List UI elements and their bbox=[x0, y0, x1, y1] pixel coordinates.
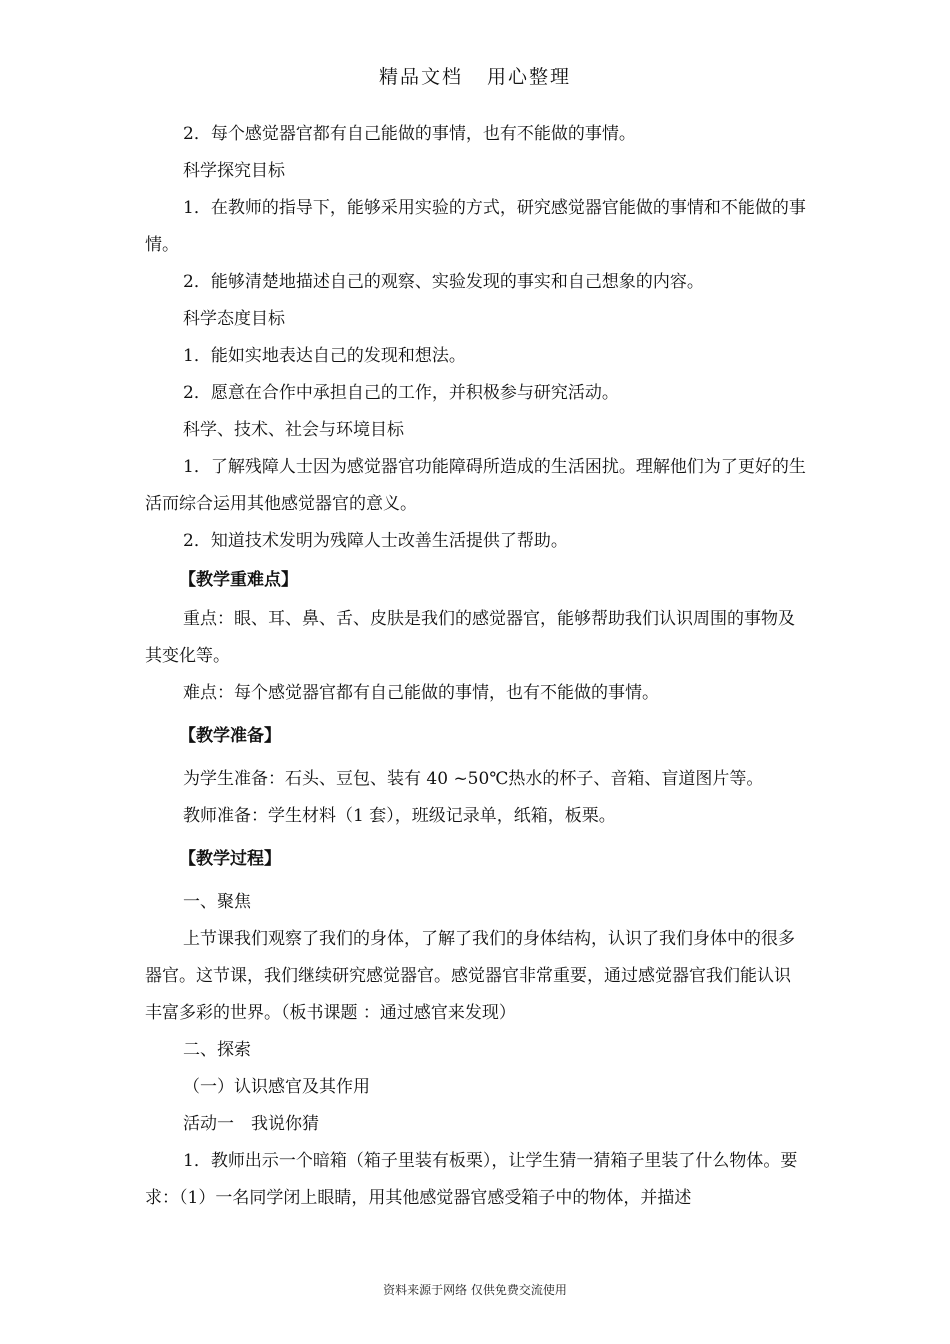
paragraph: 2．能够清楚地描述自己的观察、实验发现的事实和自己想象的内容。 bbox=[183, 272, 704, 292]
paragraph: 2．知道技术发明为残障人士改善生活提供了帮助。 bbox=[183, 531, 568, 551]
paragraph: 1．在教师的指导下，能够采用实验的方式，研究感觉器官能做的事情和不能做的事情。 bbox=[145, 198, 806, 255]
section-heading: 【教学准备】 bbox=[179, 726, 281, 746]
section-label: 二、探索 bbox=[183, 1040, 251, 1060]
section-heading: 【教学重难点】 bbox=[179, 570, 298, 590]
paragraph: 重点：眼、耳、鼻、舌、皮肤是我们的感觉器官，能够帮助我们认识周围的事物及其变化等。 bbox=[145, 609, 795, 666]
paragraph: 1．能如实地表达自己的发现和想法。 bbox=[183, 346, 466, 366]
section-heading: 【教学过程】 bbox=[179, 849, 281, 869]
paragraph: 上节课我们观察了我们的身体，了解了我们的身体结构，认识了我们身体中的很多器官。这节课，我们继续研究感觉器官。感觉器官非常重要，通过感觉器官我们能认识丰富多彩的世界。（板书课题 ：通过感官来发现） bbox=[145, 929, 795, 1023]
section-label: 科学、技术、社会与环境目标 bbox=[183, 420, 404, 440]
paragraph: 2．愿意在合作中承担自己的工作，并积极参与研究活动。 bbox=[183, 383, 619, 403]
paragraph: 教师准备：学生材料（1 套），班级记录单，纸箱，板栗。 bbox=[183, 806, 616, 826]
section-label: 科学态度目标 bbox=[183, 309, 285, 329]
paragraph: 为学生准备：石头、豆包、装有 40 ~50℃热水的杯子、音箱、盲道图片等。 bbox=[183, 769, 764, 789]
paragraph: 2．每个感觉器官都有自己能做的事情，也有不能做的事情。 bbox=[183, 124, 636, 144]
section-label: 活动一 我说你猜 bbox=[183, 1114, 319, 1134]
section-label: 科学探究目标 bbox=[183, 161, 285, 181]
document-body bbox=[145, 116, 807, 1217]
paragraph: 1．教师出示一个暗箱（箱子里装有板栗），让学生猜一猜箱子里装了什么物体。要求：（1）一名同学闭上眼睛，用其他感觉器官感受箱子中的物体，并描述 bbox=[145, 1151, 798, 1208]
paragraph: 难点：每个感觉器官都有自己能做的事情，也有不能做的事情。 bbox=[183, 683, 659, 703]
section-label: （一）认识感官及其作用 bbox=[183, 1077, 370, 1097]
page-header: 精品文档 用心整理 bbox=[378, 66, 572, 88]
section-label: 一、聚焦 bbox=[183, 892, 251, 912]
page-footer: 资料来源于网络 仅供免费交流使用 bbox=[383, 1283, 567, 1297]
paragraph: 1．了解残障人士因为感觉器官功能障碍所造成的生活困扰。理解他们为了更好的生活而综合运用其他感觉器官的意义。 bbox=[145, 457, 806, 514]
